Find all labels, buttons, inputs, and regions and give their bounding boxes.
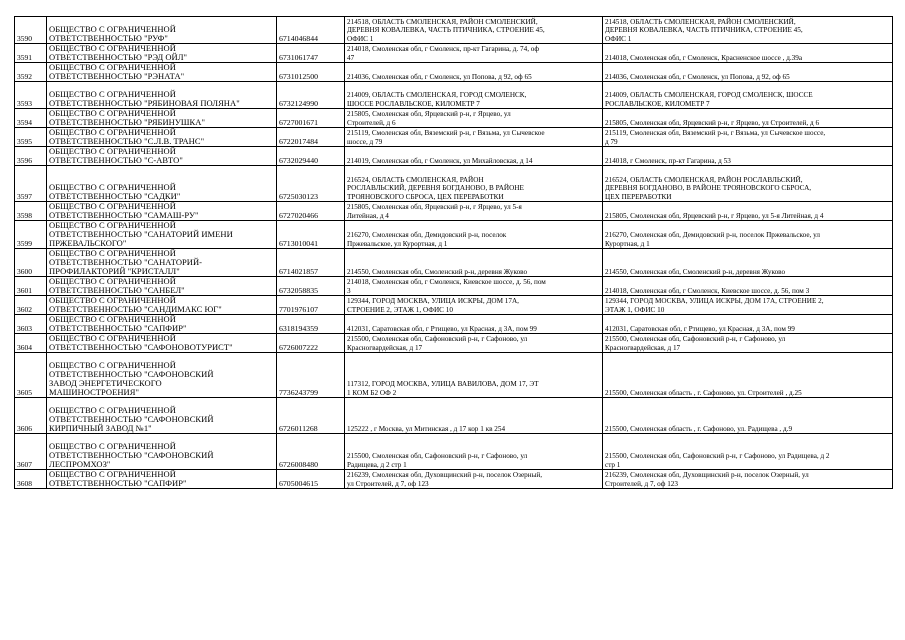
legal-address-cell: 214018, Смоленская обл, г Смоленск, Киевское шоссе, д. 56, пом 3 [345, 277, 603, 296]
organization-name-cell: ОБЩЕСТВО С ОГРАНИЧЕННОЙ ОТВЕТСТВЕННОСТЬЮ "С.Л.В. ТРАНС" [47, 128, 277, 147]
row-number-cell: 3602 [15, 296, 47, 315]
actual-address-cell: 412031, Саратовская обл, г Ртищево, ул Красная, д 3А, пом 99 [603, 315, 893, 334]
legal-address-cell: 215805, Смоленская обл, Ярцевский р-н, г Ярцево, ул Строителей, д 6 [345, 109, 603, 128]
table-row [15, 166, 893, 202]
table-row [15, 109, 893, 128]
inn-cell: 6318194359 [277, 315, 345, 334]
legal-address-cell: 214009, ОБЛАСТЬ СМОЛЕНСКАЯ, ГОРОД СМОЛЕНСК, ШОССЕ РОСЛАВЛЬСКОЕ, КИЛОМЕТР 7 [345, 82, 603, 109]
inn-cell: 6713010041 [277, 221, 345, 249]
actual-address-cell: 215500, Смоленская обл, Сафоновский р-н, г Сафоново, ул Красногвардейская, д 17 [603, 334, 893, 353]
actual-address-cell: 215500, Смоленская обл, Сафоновский р-н, г Сафоново, ул Радищева, д 2 стр 1 [603, 434, 893, 470]
row-number-cell: 3590 [15, 17, 47, 44]
table-row [15, 277, 893, 296]
inn-cell: 6732058835 [277, 277, 345, 296]
legal-address-cell: 117312, ГОРОД МОСКВА, УЛИЦА ВАВИЛОВА, ДОМ 17, ЭТ 1 КОМ Б2 ОФ 2 [345, 353, 603, 398]
organization-name-cell: ОБЩЕСТВО С ОГРАНИЧЕННОЙ ОТВЕТСТВЕННОСТЬЮ "РЭНАТА" [47, 63, 277, 82]
row-number-cell: 3605 [15, 353, 47, 398]
inn-cell: 6727001671 [277, 109, 345, 128]
row-number-cell: 3593 [15, 82, 47, 109]
inn-cell: 6714046844 [277, 17, 345, 44]
organization-name-cell: ОБЩЕСТВО С ОГРАНИЧЕННОЙ ОТВЕТСТВЕННОСТЬЮ "САНДИМАКС ЮГ" [47, 296, 277, 315]
legal-address-cell: 215500, Смоленская обл, Сафоновский р-н, г Сафоново, ул Радищева, д 2 стр 1 [345, 434, 603, 470]
row-number-cell: 3591 [15, 44, 47, 63]
inn-cell: 7736243799 [277, 353, 345, 398]
row-number-cell: 3608 [15, 470, 47, 489]
row-number-cell: 3606 [15, 398, 47, 434]
legal-address-cell: 214019, Смоленская обл, г Смоленск, ул Михайловская, д 14 [345, 147, 603, 166]
actual-address-cell: 216239, Смоленская обл, Духовщинский р-н, поселок Озерный, ул Строителей, д 7, оф 123 [603, 470, 893, 489]
table-row [15, 82, 893, 109]
actual-address-cell: 214018, Смоленская обл, г Смоленск, Киевское шоссе, д. 56, пом 3 [603, 277, 893, 296]
organization-name-cell: ОБЩЕСТВО С ОГРАНИЧЕННОЙ ОТВЕТСТВЕННОСТЬЮ "САФОНОВСКИЙ КИРПИЧНЫЙ ЗАВОД №1" [47, 398, 277, 434]
legal-address-cell: 216524, ОБЛАСТЬ СМОЛЕНСКАЯ, РАЙОН РОСЛАВЛЬСКИЙ, ДЕРЕВНЯ БОГДАНОВО, В РАЙОНЕ ТРОЯНОВСКОГО СБРОСА, ЦЕХ ПЕРЕРАБОТКИ [345, 166, 603, 202]
table-row [15, 147, 893, 166]
table-row [15, 353, 893, 398]
table-row [15, 315, 893, 334]
inn-cell: 6726008480 [277, 434, 345, 470]
row-number-cell: 3596 [15, 147, 47, 166]
legal-address-cell: 214518, ОБЛАСТЬ СМОЛЕНСКАЯ, РАЙОН СМОЛЕНСКИЙ, ДЕРЕВНЯ КОВАЛЕВКА, ЧАСТЬ ПТИЧНИКА, СТРОЕНИЕ 45, ОФИС 1 [345, 17, 603, 44]
row-number-cell: 3607 [15, 434, 47, 470]
row-number-cell: 3595 [15, 128, 47, 147]
legal-address-cell: 125222 , г Москва, ул Митинская , д 17 кор 1 кв 254 [345, 398, 603, 434]
actual-address-cell: 216270, Смоленская обл, Демидовский р-н, поселок Пржевальское, ул Курортная, д 1 [603, 221, 893, 249]
organization-name-cell: ОБЩЕСТВО С ОГРАНИЧЕННОЙ ОТВЕТСТВЕННОСТЬЮ "САНБЕЛ" [47, 277, 277, 296]
actual-address-cell: 129344, ГОРОД МОСКВА, УЛИЦА ИСКРЫ, ДОМ 17А, СТРОЕНИЕ 2, ЭТАЖ 1, ОФИС 10 [603, 296, 893, 315]
actual-address-cell: 214550, Смоленская обл, Смоленский р-н, деревня Жуково [603, 249, 893, 277]
legal-address-cell: 214550, Смоленская обл, Смоленский р-н, деревня Жуково [345, 249, 603, 277]
legal-address-cell: 216270, Смоленская обл, Демидовский р-н, поселок Пржевальское, ул Курортная, д 1 [345, 221, 603, 249]
actual-address-cell: 214018, Смоленская обл, г Смоленск, Красненское шоссе , д.39а [603, 44, 893, 63]
inn-cell: 7701976107 [277, 296, 345, 315]
organization-name-cell: ОБЩЕСТВО С ОГРАНИЧЕННОЙ ОТВЕТСТВЕННОСТЬЮ "РЯБИНУШКА" [47, 109, 277, 128]
actual-address-cell: 215805, Смоленская обл, Ярцевский р-н, г Ярцево, ул Строителей, д 6 [603, 109, 893, 128]
legal-address-cell: 215500, Смоленская обл, Сафоновский р-н, г Сафоново, ул Красногвардейская, д 17 [345, 334, 603, 353]
inn-cell: 6731061747 [277, 44, 345, 63]
actual-address-cell: 215500, Смоленская область , г. Сафоново, ул. Строителей , д.25 [603, 353, 893, 398]
table-row [15, 221, 893, 249]
table-row [15, 398, 893, 434]
organization-name-cell: ОБЩЕСТВО С ОГРАНИЧЕННОЙ ОТВЕТСТВЕННОСТЬЮ "РЭД ОЙЛ" [47, 44, 277, 63]
table-row [15, 334, 893, 353]
table-row [15, 17, 893, 44]
organization-name-cell: ОБЩЕСТВО С ОГРАНИЧЕННОЙ ОТВЕТСТВЕННОСТЬЮ "САПФИР" [47, 315, 277, 334]
actual-address-cell: 215119, Смоленская обл, Вяземский р-н, г Вязьма, ул Сычевское шоссе, д 79 [603, 128, 893, 147]
row-number-cell: 3604 [15, 334, 47, 353]
actual-address-cell: 215500, Смоленская область , г. Сафоново, ул. Радищева , д.9 [603, 398, 893, 434]
row-number-cell: 3601 [15, 277, 47, 296]
table-row [15, 128, 893, 147]
legal-address-cell: 215119, Смоленская обл, Вяземский р-н, г Вязьма, ул Сычевское шоссе, д 79 [345, 128, 603, 147]
inn-cell: 6727020466 [277, 202, 345, 221]
table-row [15, 202, 893, 221]
organization-name-cell: ОБЩЕСТВО С ОГРАНИЧЕННОЙ ОТВЕТСТВЕННОСТЬЮ "САПФИР" [47, 470, 277, 489]
row-number-cell: 3603 [15, 315, 47, 334]
table-row [15, 249, 893, 277]
inn-cell: 6732124990 [277, 82, 345, 109]
table-row [15, 63, 893, 82]
organization-name-cell: ОБЩЕСТВО С ОГРАНИЧЕННОЙ ОТВЕТСТВЕННОСТЬЮ "РУФ" [47, 17, 277, 44]
actual-address-cell: 215805, Смоленская обл, Ярцевский р-н, г Ярцево, ул 5-я Литейная, д 4 [603, 202, 893, 221]
organization-name-cell: ОБЩЕСТВО С ОГРАНИЧЕННОЙ ОТВЕТСТВЕННОСТЬЮ "САФОНОВСКИЙ ЗАВОД ЭНЕРГЕТИЧЕСКОГО МАШИНОСТРОЕНИЯ" [47, 353, 277, 398]
row-number-cell: 3598 [15, 202, 47, 221]
organization-name-cell: ОБЩЕСТВО С ОГРАНИЧЕННОЙ ОТВЕТСТВЕННОСТЬЮ "САДКИ" [47, 166, 277, 202]
organization-name-cell: ОБЩЕСТВО С ОГРАНИЧЕННОЙ ОТВЕТСТВЕННОСТЬЮ "САМАШ-РУ" [47, 202, 277, 221]
registry-table [14, 16, 893, 489]
actual-address-cell: 214036, Смоленская обл, г Смоленск, ул Попова, д 92, оф 65 [603, 63, 893, 82]
legal-address-cell: 215805, Смоленская обл, Ярцевский р-н, г Ярцево, ул 5-я Литейная, д 4 [345, 202, 603, 221]
organization-name-cell: ОБЩЕСТВО С ОГРАНИЧЕННОЙ ОТВЕТСТВЕННОСТЬЮ "САНАТОРИЙ ИМЕНИ ПРЖЕВАЛЬСКОГО" [47, 221, 277, 249]
table-row [15, 434, 893, 470]
organization-name-cell: ОБЩЕСТВО С ОГРАНИЧЕННОЙ ОТВЕТСТВЕННОСТЬЮ "САФОНОВОТУРИСТ" [47, 334, 277, 353]
inn-cell: 6714021857 [277, 249, 345, 277]
legal-address-cell: 412031, Саратовская обл, г Ртищево, ул Красная, д 3А, пом 99 [345, 315, 603, 334]
inn-cell: 6705004615 [277, 470, 345, 489]
inn-cell: 6732029440 [277, 147, 345, 166]
table-row [15, 44, 893, 63]
actual-address-cell: 216524, ОБЛАСТЬ СМОЛЕНСКАЯ, РАЙОН РОСЛАВЛЬСКИЙ, ДЕРЕВНЯ БОГДАНОВО, В РАЙОНЕ ТРОЯНОВСКОГО СБРОСА, ЦЕХ ПЕРЕРАБОТКИ [603, 166, 893, 202]
row-number-cell: 3599 [15, 221, 47, 249]
inn-cell: 6725030123 [277, 166, 345, 202]
row-number-cell: 3600 [15, 249, 47, 277]
row-number-cell: 3594 [15, 109, 47, 128]
actual-address-cell: 214009, ОБЛАСТЬ СМОЛЕНСКАЯ, ГОРОД СМОЛЕНСК, ШОССЕ РОСЛАВЛЬСКОЕ, КИЛОМЕТР 7 [603, 82, 893, 109]
legal-address-cell: 129344, ГОРОД МОСКВА, УЛИЦА ИСКРЫ, ДОМ 17А, СТРОЕНИЕ 2, ЭТАЖ 1, ОФИС 10 [345, 296, 603, 315]
organization-name-cell: ОБЩЕСТВО С ОГРАНИЧЕННОЙ ОТВЕТСТВЕННОСТЬЮ "РЯБИНОВАЯ ПОЛЯНА" [47, 82, 277, 109]
table-row [15, 470, 893, 489]
actual-address-cell: 214018, г Смоленск, пр-кт Гагарина, д 53 [603, 147, 893, 166]
legal-address-cell: 214036, Смоленская обл, г Смоленск, ул Попова, д 92, оф 65 [345, 63, 603, 82]
row-number-cell: 3592 [15, 63, 47, 82]
inn-cell: 6731012500 [277, 63, 345, 82]
organization-name-cell: ОБЩЕСТВО С ОГРАНИЧЕННОЙ ОТВЕТСТВЕННОСТЬЮ "С-АВТО" [47, 147, 277, 166]
organization-name-cell: ОБЩЕСТВО С ОГРАНИЧЕННОЙ ОТВЕТСТВЕННОСТЬЮ "САНАТОРИЙ- ПРОФИЛАКТОРИЙ "КРИСТАЛЛ" [47, 249, 277, 277]
registry-table-body [15, 17, 893, 489]
actual-address-cell: 214518, ОБЛАСТЬ СМОЛЕНСКАЯ, РАЙОН СМОЛЕНСКИЙ, ДЕРЕВНЯ КОВАЛЕВКА, ЧАСТЬ ПТИЧНИКА, СТРОЕНИЕ 45, ОФИС 1 [603, 17, 893, 44]
table-row [15, 296, 893, 315]
row-number-cell: 3597 [15, 166, 47, 202]
inn-cell: 6726007222 [277, 334, 345, 353]
inn-cell: 6722017484 [277, 128, 345, 147]
inn-cell: 6726011268 [277, 398, 345, 434]
legal-address-cell: 216239, Смоленская обл, Духовщинский р-н, поселок Озерный, ул Строителей, д 7, оф 123 [345, 470, 603, 489]
legal-address-cell: 214018, Смоленская обл, г Смоленск, пр-кт Гагарина, д. 74, оф 47 [345, 44, 603, 63]
organization-name-cell: ОБЩЕСТВО С ОГРАНИЧЕННОЙ ОТВЕТСТВЕННОСТЬЮ "САФОНОВСКИЙ ЛЕСПРОМХОЗ" [47, 434, 277, 470]
